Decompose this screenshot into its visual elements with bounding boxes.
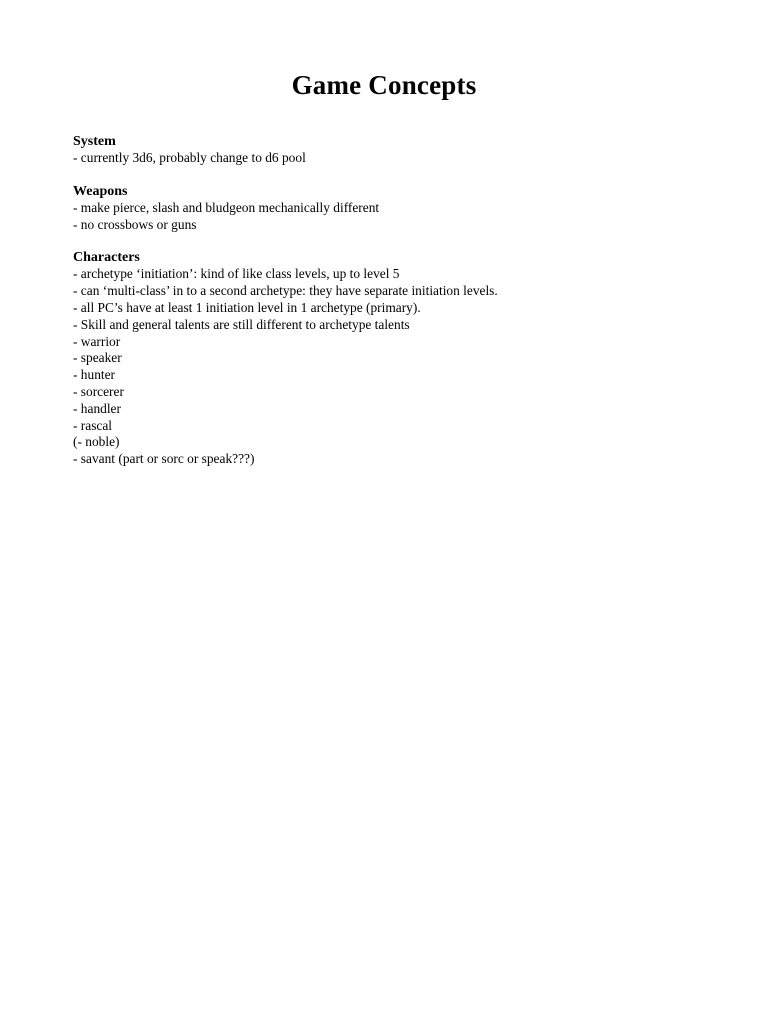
list-item: - no crossbows or guns	[73, 216, 197, 232]
list-item: - hunter	[73, 367, 116, 383]
list-item: (- noble)	[73, 434, 120, 450]
section-weapons	[73, 183, 695, 234]
section-heading: Characters	[73, 250, 140, 266]
list-item: - make pierce, slash and bludgeon mechanically different	[73, 199, 380, 215]
section-system	[73, 133, 695, 167]
list-item: - Skill and general talents are still different to archetype talents	[73, 316, 410, 332]
document-title: Game Concepts	[291, 70, 477, 100]
section-heading: Weapons	[73, 183, 128, 199]
list-item: - sorcerer	[73, 383, 124, 399]
list-item: - warrior	[73, 333, 121, 349]
list-item: - currently 3d6, probably change to d6 pool	[73, 150, 306, 165]
section-characters	[73, 249, 695, 468]
list-item: - savant (part or sorc or speak???)	[73, 451, 255, 467]
list-item: - rascal	[73, 417, 113, 433]
list-item: - archetype ‘initiation’: kind of like class levels, up to level 5	[73, 266, 400, 282]
list-item: - speaker	[73, 350, 122, 366]
list-item: - can ‘multi-class’ in to a second archetype: they have separate initiation levels.	[73, 283, 498, 299]
list-item: - all PC’s have at least 1 initiation level in 1 archetype (primary).	[73, 299, 421, 315]
document-body	[73, 133, 695, 468]
list-item: - handler	[73, 400, 121, 416]
section-heading: System	[73, 134, 116, 149]
